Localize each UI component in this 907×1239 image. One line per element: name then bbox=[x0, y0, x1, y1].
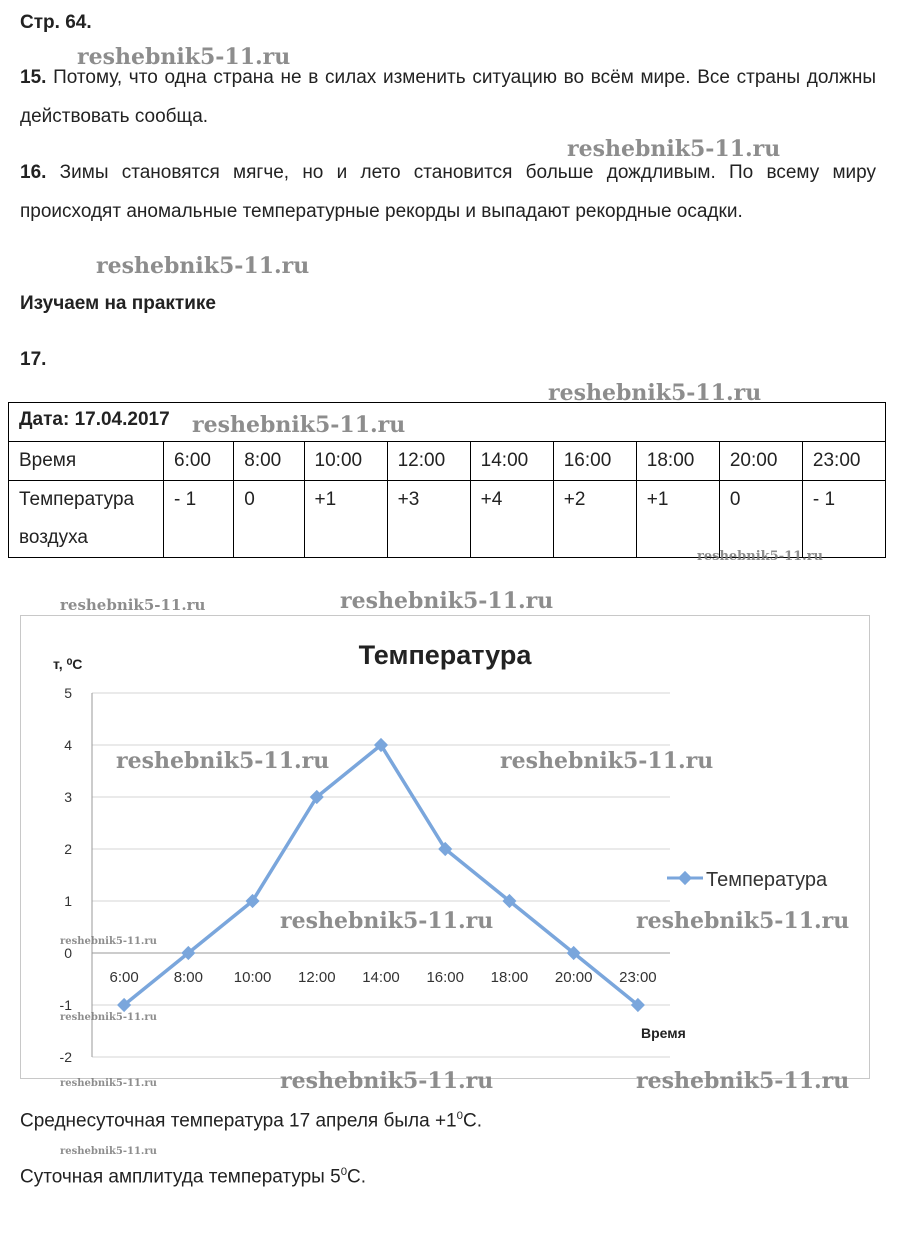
x-tick-label: 12:00 bbox=[298, 969, 336, 986]
temp-label-cell bbox=[9, 481, 164, 558]
watermark: reshebnik5-11.ru bbox=[697, 549, 824, 564]
temperature-table bbox=[8, 402, 886, 558]
x-tick-label: 20:00 bbox=[554, 969, 593, 986]
time-cell: 18:00 bbox=[636, 442, 719, 481]
table-row bbox=[9, 403, 886, 442]
temp-cell: 0 bbox=[719, 481, 802, 558]
watermark: reshebnik5-11.ru bbox=[636, 908, 850, 934]
table-row bbox=[9, 481, 886, 558]
answer-15-text: Потому, что одна страна не в силах изменить ситуацию во всём мире. Все страны должны действовать сообща. bbox=[20, 67, 876, 127]
temp-cell: +1 bbox=[304, 481, 387, 558]
answer-16-text: Зимы становятся мягче, но и лето становится больше дождливым. По всему миру происходят аномальные температурные рекорды и выпадают рекордные осадки. bbox=[20, 162, 876, 222]
x-tick-label: 23:00 bbox=[619, 969, 657, 986]
time-cell: 23:00 bbox=[802, 442, 885, 481]
amp-suffix: С. bbox=[347, 1166, 367, 1188]
watermark: reshebnik5-11.ru bbox=[280, 1068, 494, 1094]
watermark: reshebnik5-11.ru bbox=[116, 748, 330, 774]
y-tick-label: 3 bbox=[64, 789, 72, 805]
watermark: reshebnik5-11.ru bbox=[60, 1012, 157, 1023]
x-tick-label: 10:00 bbox=[233, 969, 272, 986]
chart-title: Температура bbox=[358, 640, 532, 670]
watermark: reshebnik5-11.ru bbox=[60, 1078, 157, 1089]
avg-prefix: Среднесуточная температура 17 апреля была +1 bbox=[20, 1110, 457, 1132]
amplitude-line bbox=[20, 1166, 366, 1188]
time-cell: 10:00 bbox=[304, 442, 387, 481]
time-cell: 16:00 bbox=[553, 442, 636, 481]
y-tick-label: -1 bbox=[59, 997, 72, 1013]
y-tick-label: 5 bbox=[64, 685, 72, 701]
watermark: reshebnik5-11.ru bbox=[280, 908, 494, 934]
avg-degree: 0 bbox=[456, 1110, 463, 1122]
watermark: reshebnik5-11.ru bbox=[548, 380, 762, 406]
time-cell: 14:00 bbox=[470, 442, 553, 481]
y-tick-label: 0 bbox=[64, 945, 72, 961]
answer-16-number: 16. bbox=[20, 162, 47, 183]
temp-cell: - 1 bbox=[164, 481, 234, 558]
avg-temperature-line bbox=[20, 1110, 482, 1132]
time-cell: 12:00 bbox=[387, 442, 470, 481]
y-tick-label: 1 bbox=[64, 893, 72, 909]
x-tick-labels bbox=[110, 969, 657, 986]
temp-cell: 0 bbox=[234, 481, 304, 558]
y-axis-label: т, ⁰С bbox=[53, 656, 83, 672]
answer-17-number: 17. bbox=[20, 349, 47, 370]
amp-prefix: Суточная амплитуда температуры 5 bbox=[20, 1166, 341, 1188]
watermark: reshebnik5-11.ru bbox=[60, 596, 206, 614]
temp-cell: - 1 bbox=[802, 481, 885, 558]
watermark: reshebnik5-11.ru bbox=[192, 412, 406, 438]
x-tick-label: 6:00 bbox=[109, 969, 139, 986]
table-date-cell: Дата: 17.04.2017 bbox=[9, 403, 886, 442]
section-title: Изучаем на практике bbox=[20, 293, 216, 314]
temp-cell: +2 bbox=[553, 481, 636, 558]
page-header: Стр. 64. bbox=[20, 12, 92, 33]
avg-suffix: С. bbox=[462, 1110, 482, 1132]
watermark: reshebnik5-11.ru bbox=[60, 1146, 157, 1157]
time-cell: 8:00 bbox=[234, 442, 304, 481]
watermark: reshebnik5-11.ru bbox=[567, 136, 781, 162]
temp-cell: +4 bbox=[470, 481, 553, 558]
y-tick-label: -2 bbox=[59, 1049, 72, 1065]
watermark: reshebnik5-11.ru bbox=[96, 253, 310, 279]
legend-label: Температура bbox=[706, 869, 828, 891]
watermark: reshebnik5-11.ru bbox=[60, 936, 157, 947]
x-axis-label: Время bbox=[641, 1025, 686, 1041]
temp-label-line1: Температура bbox=[19, 489, 135, 510]
temperature-chart bbox=[20, 615, 870, 1079]
x-tick-label: 16:00 bbox=[426, 969, 464, 986]
temp-label-line2: воздуха bbox=[19, 527, 88, 548]
x-tick-label: 8:00 bbox=[173, 969, 203, 986]
y-tick-label: 4 bbox=[64, 737, 72, 753]
answer-15-number: 15. bbox=[20, 67, 47, 88]
watermark: reshebnik5-11.ru bbox=[340, 588, 554, 614]
answer-16 bbox=[20, 153, 876, 231]
watermark: reshebnik5-11.ru bbox=[636, 1068, 850, 1094]
watermark: reshebnik5-11.ru bbox=[77, 44, 291, 70]
time-cell: 20:00 bbox=[719, 442, 802, 481]
y-tick-label: 2 bbox=[64, 841, 72, 857]
time-cell: 6:00 bbox=[164, 442, 234, 481]
table-row bbox=[9, 442, 886, 481]
amp-degree: 0 bbox=[340, 1166, 348, 1178]
temp-cell: +3 bbox=[387, 481, 470, 558]
x-tick-label: 14:00 bbox=[362, 969, 400, 986]
time-label-cell: Время bbox=[9, 442, 164, 481]
temp-cell: +1 bbox=[636, 481, 719, 558]
watermark: reshebnik5-11.ru bbox=[500, 748, 714, 774]
x-tick-label: 18:00 bbox=[490, 969, 529, 986]
